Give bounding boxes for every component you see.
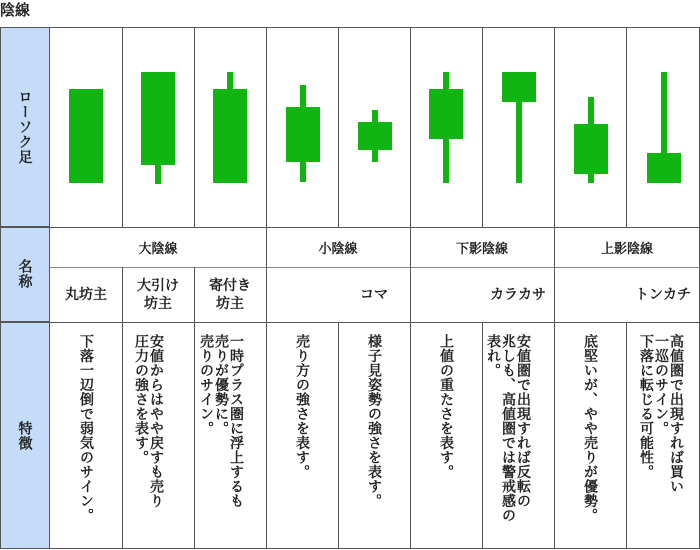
divider-name-feature (0, 322, 700, 323)
feature-5: 様子見姿勢の強さを表す。 (366, 334, 382, 508)
name-tonkachi: トンカチ (635, 286, 691, 303)
divider-col-2-lower (338, 322, 339, 549)
divider-col-3-lower (482, 322, 483, 549)
name-yoritsuki-bozu: 寄付き 坊主 (209, 277, 251, 312)
candle-upper-wick (661, 72, 667, 162)
table-bottom-border (0, 548, 700, 549)
divider-group-1 (266, 27, 267, 549)
candlestick-table (0, 27, 700, 549)
divider-col-1a (122, 27, 123, 227)
group-label-small: 小陰線 (318, 241, 358, 257)
feature-7: 安値圏で出現すれば反転の 兆しも、高値圏では警戒感の 表れ。 (485, 334, 531, 523)
feature-6: 上値の重たさを表す。 (438, 334, 454, 479)
candle-body (358, 122, 392, 150)
name-koma: コマ (360, 286, 388, 303)
row-header-candle-label: ローソク足 (16, 89, 33, 164)
row-header-feature (0, 322, 50, 549)
divider-group-3 (554, 27, 555, 549)
name-marubozu: 丸坊主 (65, 286, 107, 303)
divider-col-3 (482, 27, 483, 227)
row-header-candle (0, 27, 50, 227)
group-label-large: 大陰線 (138, 241, 178, 257)
table-top-border (0, 27, 700, 28)
candle-body (647, 153, 681, 183)
candle-lower-wick (155, 162, 161, 184)
divider-group-2 (410, 27, 411, 549)
table-left-border (0, 27, 1, 549)
candle-lower-wick (516, 97, 522, 183)
divider-col-1b (194, 27, 195, 227)
candle-body (141, 72, 175, 165)
name-karakasa: カラカサ (490, 286, 546, 303)
candle-body (213, 89, 247, 183)
feature-2: 安値からはやや戻すも売り 圧力の強さを表す。 (133, 334, 164, 508)
row-header-name-label: 名称 (16, 259, 33, 289)
divider-col-4 (626, 27, 627, 227)
row-header-name (0, 227, 50, 322)
page-title: 陰線 (0, 1, 31, 19)
candle-body (429, 89, 463, 139)
row-header-feature-label: 特徴 (16, 420, 33, 451)
group-label-lower-shadow: 下影陰線 (455, 241, 508, 257)
group-label-upper-shadow: 上影陰線 (600, 241, 653, 257)
divider-col-2 (338, 27, 339, 227)
feature-9: 高値圏で出現すれば買い 一巡のサイン。 下落に転じる可能性。 (638, 334, 684, 494)
candle-body (574, 124, 608, 174)
divider-col-4-lower (626, 322, 627, 549)
candle-body (286, 107, 320, 162)
feature-3: 一時プラス圏に浮上するも 売りが優勢に。 売りのサイン。 (198, 334, 244, 508)
name-ohike-bozu: 大引け 坊主 (137, 277, 179, 312)
candle-body (502, 72, 536, 102)
candle-body (69, 89, 103, 183)
feature-4: 売り方の強さを表す。 (294, 334, 310, 479)
feature-8: 底堅いが、やや売りが優勢。 (582, 334, 598, 523)
feature-1: 下落一辺倒で弱気のサイン。 (78, 334, 94, 523)
